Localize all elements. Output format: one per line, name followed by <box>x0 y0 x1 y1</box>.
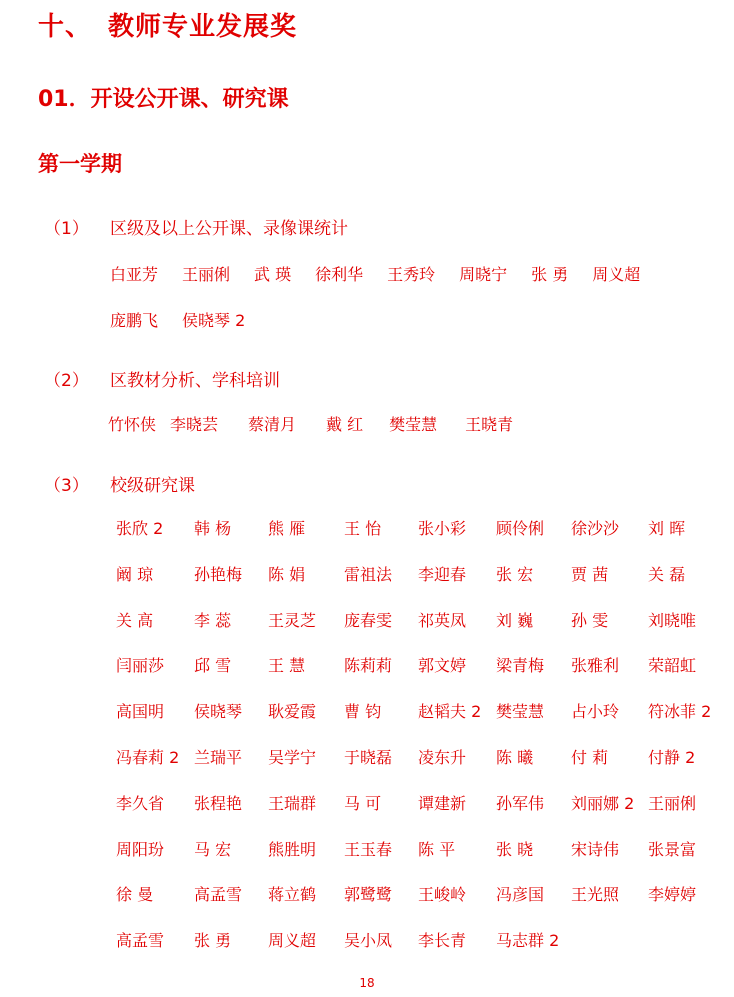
teacher-name: 陈莉莉 <box>344 656 393 676</box>
teacher-name: 邱 雪 <box>194 656 232 676</box>
teacher-name: 白亚芳 <box>110 265 159 284</box>
teacher-name: 贾 茜 <box>571 564 609 584</box>
teacher-name: 王光照 <box>571 885 620 905</box>
teacher-name: 陈 曦 <box>496 747 534 767</box>
teacher-name: 冯彦国 <box>496 885 545 905</box>
teacher-name: 王 怡 <box>344 519 382 538</box>
teacher-name: 张景富 <box>648 839 697 859</box>
teacher-name: 付 莉 <box>571 747 609 767</box>
category-title: 校级研究课 <box>110 476 195 496</box>
teacher-name: 付静 2 <box>648 747 696 767</box>
teacher-name: 祁英凤 <box>418 610 467 630</box>
teacher-name: 刘 晖 <box>648 519 686 538</box>
teacher-name: 蒋立鹤 <box>268 885 317 905</box>
teacher-name: 王秀玲 <box>387 265 436 284</box>
section-heading <box>38 6 297 43</box>
teacher-name: 徐利华 <box>315 265 364 284</box>
name-row <box>116 608 716 654</box>
teacher-name: 荣韶虹 <box>648 656 697 676</box>
teacher-name: 梁青梅 <box>496 656 545 676</box>
teacher-name: 郭鹭鹭 <box>344 885 393 905</box>
teacher-name: 刘晓唯 <box>648 610 697 630</box>
teacher-name: 蔡清月 <box>248 415 297 434</box>
teacher-name: 周阳玢 <box>116 839 165 859</box>
teacher-name: 陈 平 <box>418 839 456 859</box>
teacher-name: 凌东升 <box>418 747 467 767</box>
category-heading-2 <box>44 366 280 391</box>
teacher-name: 孙 雯 <box>571 610 609 630</box>
teacher-name: 刘 巍 <box>496 610 534 630</box>
teacher-name: 周晓宁 <box>459 265 508 284</box>
teacher-name: 韩 杨 <box>194 519 232 538</box>
teacher-name: 侯晓琴 <box>194 702 243 722</box>
category-title: 区级及以上公开课、录像课统计 <box>110 219 348 239</box>
teacher-name: 陈 娟 <box>268 564 306 584</box>
teacher-name: 李婷婷 <box>648 885 697 905</box>
teacher-name: 王 慧 <box>268 656 306 676</box>
name-row <box>110 262 640 285</box>
teacher-name: 郭文婷 <box>418 656 467 676</box>
category-heading-1 <box>44 214 348 239</box>
name-row <box>116 699 716 745</box>
teacher-name: 熊 雁 <box>268 519 306 538</box>
teacher-name: 竹怀侠 <box>108 415 157 434</box>
teacher-name: 关 磊 <box>648 564 686 584</box>
name-row <box>108 412 513 435</box>
teacher-name: 周义超 <box>268 931 317 951</box>
teacher-name: 马 宏 <box>194 839 232 859</box>
category-number: （2） <box>44 371 89 391</box>
teacher-name: 张欣 2 <box>116 519 164 538</box>
name-row <box>116 745 716 791</box>
teacher-name: 李久省 <box>116 793 165 813</box>
teacher-name: 樊莹慧 <box>389 415 438 434</box>
teacher-name: 赵韬夫 2 <box>418 702 482 722</box>
teacher-name: 王峻岭 <box>418 885 467 905</box>
semester-heading: 第一学期 <box>38 152 122 176</box>
teacher-name: 李 蕊 <box>194 610 232 630</box>
teacher-name: 宋诗伟 <box>571 839 620 859</box>
name-row <box>116 882 716 928</box>
teacher-name: 张程艳 <box>194 793 243 813</box>
teacher-name: 高孟雪 <box>116 931 165 951</box>
teacher-name: 王玉春 <box>344 839 393 859</box>
teacher-name: 孙艳梅 <box>194 564 243 584</box>
page-number: 18 <box>359 976 375 990</box>
teacher-name: 庞春雯 <box>344 610 393 630</box>
teacher-name: 张 勇 <box>531 265 569 284</box>
section-title: 教师专业发展奖 <box>108 12 298 42</box>
teacher-name: 侯晓琴 2 <box>182 311 246 330</box>
teacher-name: 占小玲 <box>571 702 620 722</box>
name-row <box>116 928 716 974</box>
teacher-name: 武 瑛 <box>254 265 292 284</box>
teacher-name: 刘丽娜 2 <box>571 793 635 813</box>
teacher-name: 王灵芝 <box>268 610 317 630</box>
teacher-name: 张 宏 <box>496 564 534 584</box>
name-row <box>110 308 245 331</box>
teacher-name: 于晓磊 <box>344 747 393 767</box>
name-grid <box>116 516 716 974</box>
teacher-name: 高孟雪 <box>194 885 243 905</box>
category-number: （3） <box>44 476 89 496</box>
teacher-name: 樊莹慧 <box>496 702 545 722</box>
category-heading-3 <box>44 471 195 496</box>
teacher-name: 王丽俐 <box>182 265 231 284</box>
teacher-name: 李迎春 <box>418 564 467 584</box>
category-title: 区教材分析、学科培训 <box>110 371 280 391</box>
teacher-name: 王瑞群 <box>268 793 317 813</box>
teacher-name: 雷祖法 <box>344 564 393 584</box>
teacher-name: 李长青 <box>418 931 467 951</box>
teacher-name: 李晓芸 <box>170 415 219 434</box>
teacher-name: 张小彩 <box>418 519 467 538</box>
teacher-name: 马 可 <box>344 793 382 813</box>
teacher-name: 张雅利 <box>571 656 620 676</box>
name-row <box>116 653 716 699</box>
teacher-name: 张 晓 <box>496 839 534 859</box>
teacher-name: 马志群 2 <box>496 931 560 951</box>
name-row <box>116 837 716 883</box>
name-row <box>116 791 716 837</box>
teacher-name: 吴小凤 <box>344 931 393 951</box>
subsection-heading: 01．开设公开课、研究课 <box>38 87 289 112</box>
teacher-name: 顾伶俐 <box>496 519 545 538</box>
teacher-name: 庞鹏飞 <box>110 311 159 330</box>
teacher-name: 闫丽莎 <box>116 656 165 676</box>
teacher-name: 王丽俐 <box>648 793 697 813</box>
teacher-name: 兰瑞平 <box>194 747 243 767</box>
teacher-name: 阚 琼 <box>116 564 154 584</box>
teacher-name: 周义超 <box>592 265 641 284</box>
teacher-name: 高国明 <box>116 702 165 722</box>
teacher-name: 熊胜明 <box>268 839 317 859</box>
teacher-name: 王晓青 <box>465 415 514 434</box>
teacher-name: 张 勇 <box>194 931 232 951</box>
teacher-name: 戴 红 <box>326 415 364 434</box>
teacher-name: 徐 曼 <box>116 885 154 905</box>
teacher-name: 吴学宁 <box>268 747 317 767</box>
category-number: （1） <box>44 219 89 239</box>
teacher-name: 曹 钧 <box>344 702 382 722</box>
teacher-name: 谭建新 <box>418 793 467 813</box>
teacher-name: 徐沙沙 <box>571 519 620 538</box>
teacher-name: 冯春莉 2 <box>116 747 180 767</box>
name-row <box>116 516 716 562</box>
teacher-name: 关 高 <box>116 610 154 630</box>
teacher-name: 符冰菲 2 <box>648 702 712 722</box>
name-row <box>116 562 716 608</box>
teacher-name: 孙军伟 <box>496 793 545 813</box>
teacher-name: 耿爱霞 <box>268 702 317 722</box>
section-number: 十、 <box>38 12 93 42</box>
